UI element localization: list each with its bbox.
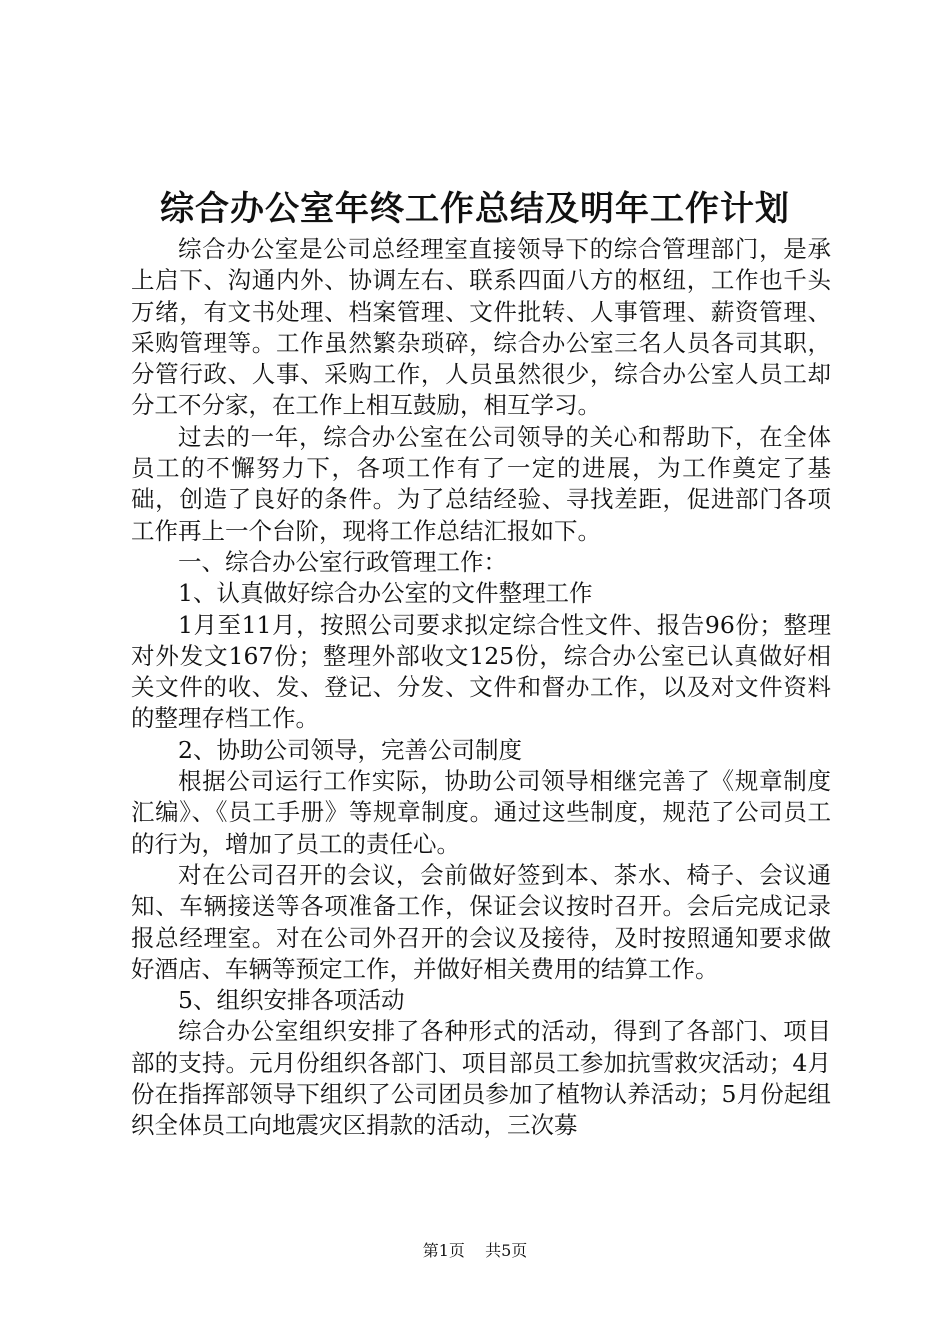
- paragraph-regulations: 根据公司运行工作实际，协助公司领导相继完善了《规章制度汇编》、《员工手册》等规章制度。通过这些制度，规范了公司员工的行为，增加了员工的责任心。: [131, 767, 831, 858]
- page-number: 第1页: [422, 1241, 465, 1260]
- paragraph-meetings: 对在公司召开的会议，会前做好签到本、茶水、椅子、会议通知、车辆接送等各项准备工作，保证会议按时召开。会后完成记录报总经理室。对在公司外召开的会议及接待，及时按照通知要求做好酒店、车辆等预定工作，并做好相关费用的结算工作。: [131, 860, 831, 983]
- page-total: 共5页: [485, 1241, 528, 1260]
- paragraph-intro: 综合办公室是公司总经理室直接领导下的综合管理部门，是承上启下、沟通内外、协调左右、联系四面八方的枢纽，工作也千头万绪，有文书处理、档案管理、文件批转、人事管理、薪资管理、采购管理等。工作虽然繁杂琐碎，综合办公室三名人员各司其职，分管行政、人事、采购工作，人员虽然很少，综合办公室人员工却分工不分家，在工作上相互鼓励，相互学习。: [131, 235, 831, 420]
- paragraph-activities: 综合办公室组织安排了各种形式的活动，得到了各部门、项目部的支持。元月份组织各部门、项目部员工参加抗雪救灾活动；4月份在指挥部领导下组织了公司团员参加了植物认养活动；5月份起组织全体员工向地震灾区捐款的活动，三次募: [131, 1017, 831, 1140]
- subheading-regulations: 2、协助公司领导，完善公司制度: [178, 735, 522, 764]
- page-footer: [0, 1240, 950, 1262]
- document-body: [131, 234, 831, 1142]
- subheading-activities: 5、组织安排各项活动: [178, 986, 405, 1015]
- paragraph-file-work: 1月至11月，按照公司要求拟定综合性文件、报告96份；整理对外发文167份；整理外部收文125份，综合办公室已认真做好相关文件的收、发、登记、分发、文件和督办工作，以及对文件资料的整理存档工作。: [131, 610, 831, 733]
- section-heading-admin: 一、综合办公室行政管理工作：: [178, 547, 507, 576]
- paragraph-past-year: 过去的一年，综合办公室在公司领导的关心和帮助下，在全体员工的不懈努力下，各项工作有了一定的进展，为工作奠定了基础，创造了良好的条件。为了总结经验、寻找差距，促进部门各项工作再上一个台阶，现将工作总结汇报如下。: [131, 422, 831, 545]
- document-title: 综合办公室年终工作总结及明年工作计划: [160, 189, 790, 229]
- subheading-file-work: 1、认真做好综合办公室的文件整理工作: [178, 579, 593, 608]
